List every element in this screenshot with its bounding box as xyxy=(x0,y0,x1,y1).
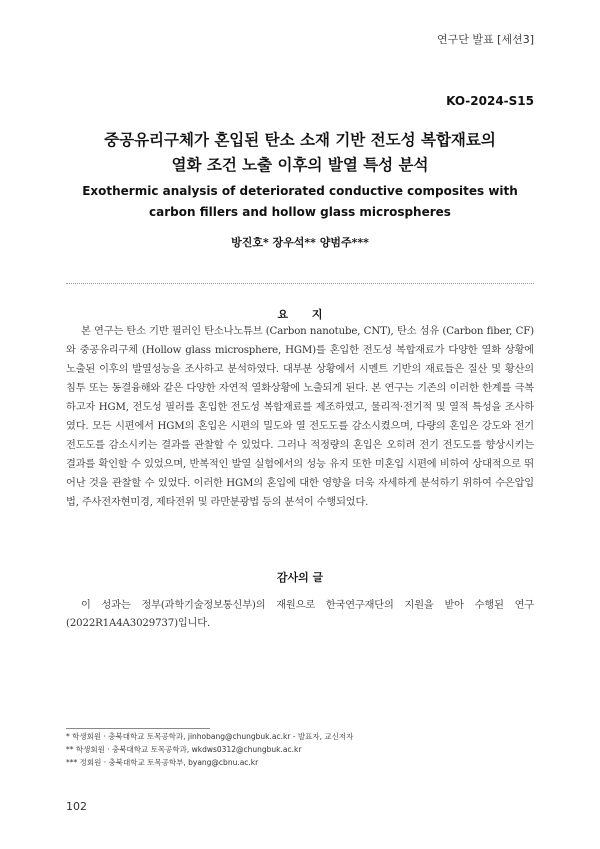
korean-title xyxy=(0,128,600,178)
abstract-heading: 요 지 xyxy=(277,308,333,321)
footnote-rule xyxy=(66,728,210,729)
abstract-text: 본 연구는 탄소 기반 필러인 탄소나노튜브 (Carbon nanotube, CNT), 탄소 섬유 (Carbon fiber, CF)와 중공유리구체 (Hollow glass microsphere, HGM)를 혼입한 전도성 복합재료가 다양한 열화 상황에 노출된 이후의 발열성능을 조사하고 분석하였다. 대부분 상황에서 시멘트 기반의 재료들은 질산 및 황산의 침투 또는 동결융해와 같은 다양한 자연적 열화상황에 노출되게 된다. 본 연구는 기존의 이러한 한계를 극복하고자 HGM, 전도성 필러를 혼입한 전도성 복합재료를 제조하였고, 물리적·전기적 및 열적 특성을 조사하였다. 모든 시편에서 HGM의 혼입은 시편의 밀도와 열 전도도를 감소시켰으며, 다량의 혼입은 강도와 전기 전도도를 감소시키는 결과를 관찰할 수 있었다. 그러나 적정량의 혼입은 오히려 전기 전도도를 향상시키는 결과를 확인할 수 있었으며, 반복적인 발열 실험에서의 성능 유지 또한 미혼입 시편에 비하여 상대적으로 뛰어난 것을 관찰할 수 있었다. 이러한 HGM의 혼입에 대한 영향을 더욱 자세하게 분석하기 위하여 수은압입법, 주사전자현미경, 제타전위 및 라만분광법 등의 분석이 수행되었다. xyxy=(66,326,534,508)
korean-title-line-1: 중공유리구체가 혼입된 탄소 소재 기반 전도성 복합재료의 xyxy=(104,131,496,149)
paper-code: KO-2024-S15 xyxy=(446,94,534,108)
footnotes xyxy=(66,730,353,769)
acknowledgement-heading: 감사의 글 xyxy=(276,571,324,584)
english-title-line-2: carbon fillers and hollow glass microspheres xyxy=(149,205,451,219)
session-label: 연구단 발표 [세션3] xyxy=(437,33,534,46)
acknowledgement-text: 이 성과는 정부(과학기술정보통신부)의 재원으로 한국연구재단의 지원을 받아 수행된 연구(2022R1A4A3029737)입니다. xyxy=(66,600,534,629)
english-title xyxy=(0,181,600,223)
footnote-2: ** 학생회원 · 충북대학교 토목공학과, wkdws0312@chungbuk.ac.kr xyxy=(66,745,302,754)
english-title-line-1: Exothermic analysis of deteriorated conductive composites with xyxy=(82,184,518,198)
footnote-3: *** 정회원 · 충북대학교 토목공학부, byang@cbnu.ac.kr xyxy=(66,758,259,767)
authors: 방진호* 장우석** 양범주*** xyxy=(231,236,369,249)
page-number: 102 xyxy=(66,800,87,813)
korean-title-line-2: 열화 조건 노출 이후의 발열 특성 분석 xyxy=(171,156,429,174)
section-divider xyxy=(66,283,534,284)
footnote-1: * 학생회원 · 충북대학교 토목공학과, jinhobang@chungbuk.ac.kr - 발표자, 교신저자 xyxy=(66,732,354,741)
